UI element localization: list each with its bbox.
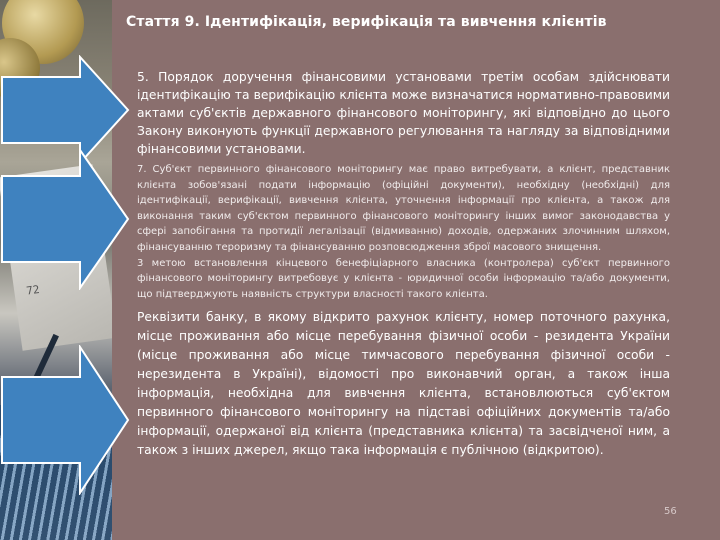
paragraph-5: 5. Порядок доручення фінансовими установами третім особам здійснювати ідентифікацію та верифікацію клієнта може визначатися нормативно-правовими актами суб'єктів державного фінансового моніторингу, які відповідно до цього Закону виконують функції державного регулювання та нагляду за відповідними фінансовими установами. — [137, 70, 670, 156]
paragraph-7: 7. Суб'єкт первинного фінансового моніторингу має право витребувати, а клієнт, представник клієнта зобов'язані подати інформацію (офіційні документи), необхідну (необхідні) для ідентифікації, верифікації, вивчення клієнта, уточнення інформації про клієнта, а також для виконання таким суб'єктом первинного фінансового моніторингу інших вимог законодавства у сфері запобігання та протидії легалізації (відмиванню) доходів, одержаних злочинним шляхом, фінансуванню тероризму та фінансуванню розповсюдження зброї масового знищення. — [137, 164, 670, 253]
paper-number: 72 — [25, 282, 41, 298]
slide-title: Стаття 9. Ідентифікація, верифікація та вивчення клієнтів — [126, 14, 607, 30]
paragraph-beneficiary: 3 метою встановлення кінцевого бенефіціарного власника (контролера) суб'єкт первинного фінансового моніторингу витребовує у клієнта - юридичної особи інформацію та/або документи, що підтверджують наявність структури власності такого клієнта. — [137, 257, 670, 300]
page-number: 56 — [664, 506, 677, 517]
slide-content — [137, 68, 670, 460]
arrow-right-icon — [0, 345, 132, 495]
paragraph-bank-details: Реквізити банку, в якому відкрито рахунок клієнту, номер поточного рахунка, місце проживання або місце перебування фізичної особи - резидента України (місце проживання або місце тимчасового перебування фізичної особи - нерезидента в Україні), відомості про виконавчий орган, а також інша інформація, необхідна для вивчення клієнта, встановлюються суб'єктом первинного фінансового моніторингу на підставі офіційних документів та/або інформації, одержаної від клієнта (представника клієнта) та засвідченої ним, а також з інших джерел, якщо така інформація є публічною (відкритою). — [137, 310, 670, 458]
arrow-right-icon — [0, 148, 132, 290]
